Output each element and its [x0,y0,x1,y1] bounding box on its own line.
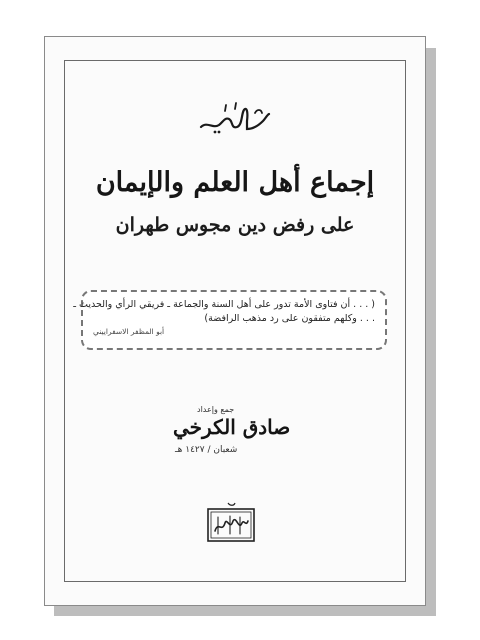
author-name: صادق الكرخي [173,415,291,439]
quote-box [73,290,387,350]
book-title: إجماع أهل العلم والإيمان [95,167,375,198]
quote-line-1: ( . . . أن فتاوى الأمة تدور على أهل السنة والجماعة ـ فريقي الرأي والحديث ـ [73,299,375,310]
quote-attribution: أبو المظفر الاسفراييني [93,327,165,336]
compiled-by-label: جمع وإعداد [197,405,235,414]
basmala-calligraphy-logo [195,99,275,139]
book-subtitle: على رفض دين مجوس طهران [115,214,355,236]
publication-date: شعبان / ١٤٢٧ هـ [175,445,238,455]
book-cover [44,36,426,606]
publisher-logo [206,501,256,543]
quote-line-2: . . . وكلهم متفقون على رد مذهب الرافضة) [204,313,375,324]
